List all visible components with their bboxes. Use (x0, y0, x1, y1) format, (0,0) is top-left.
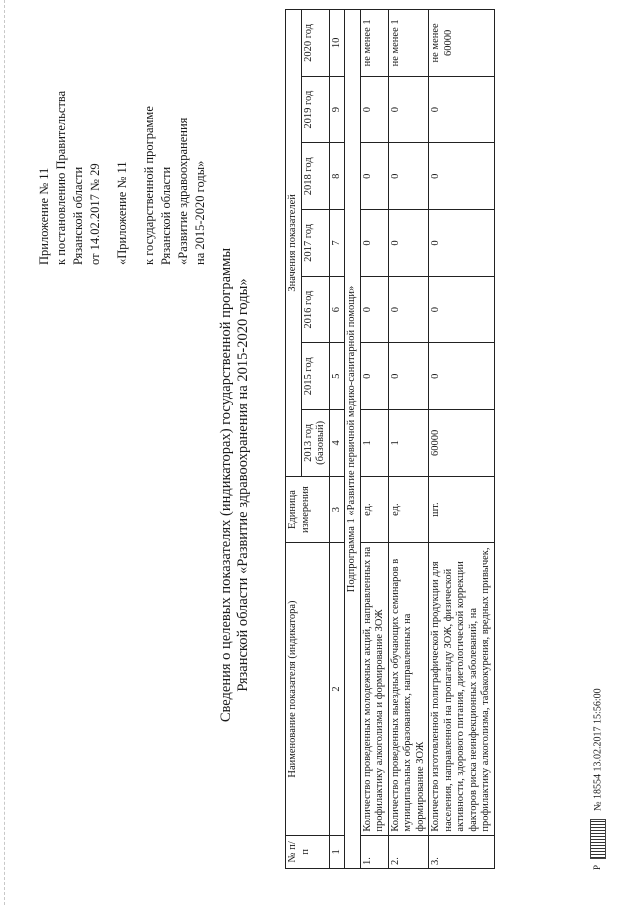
row-value: 60000 (429, 410, 495, 477)
appendix-program-line: Рязанской области (159, 166, 173, 265)
column-number-cell: 10 (329, 10, 345, 77)
row-value: 0 (360, 343, 388, 410)
header-cell-year: 2019 год (301, 76, 329, 143)
appendix-program-line: к государственной программе (142, 106, 156, 265)
appendix-program-title: «Приложение № 11 (115, 161, 129, 265)
row-name: Количество изготовленной полиграфической продукции для населения, направленной на пропаганду ЗОЖ, физической активности, здорового питания, диетологической коррекции факторов риска неинфекционных заболеваний, на профилактику алкоголизма, табакокурения, вредных привычек, (429, 543, 495, 835)
column-number-cell: 4 (329, 410, 345, 477)
document-title (218, 165, 252, 805)
title-line: Рязанской области «Развитие здравоохранения на 2015-2020 годы» (235, 278, 251, 692)
header-cell-values: Значения показателей (286, 10, 302, 477)
column-number-cell: 1 (329, 835, 345, 868)
table-row (429, 10, 495, 869)
document-footer (590, 470, 606, 870)
row-value: 1 (360, 410, 388, 477)
row-value: 1 (388, 410, 429, 477)
row-number: 2. (388, 835, 429, 868)
row-value: не менее 1 (388, 10, 429, 77)
row-value: 0 (360, 143, 388, 210)
row-unit: ед. (360, 476, 388, 543)
row-value: 0 (429, 143, 495, 210)
footer-registration: № 18554 13.02.2017 15:56:00 (592, 688, 604, 811)
header-cell-year: 2018 год (301, 143, 329, 210)
row-unit: шт. (429, 476, 495, 543)
row-name: Количество проведенных выездных обучающих семинаров в муниципальных образованиях, направленных на формирование ЗОЖ (388, 543, 429, 835)
appendix-line: Рязанской области (71, 166, 85, 265)
row-value: 0 (388, 76, 429, 143)
row-value: 0 (360, 76, 388, 143)
indicators-table (285, 9, 495, 869)
column-number-cell: 2 (329, 543, 345, 835)
column-number-cell: 5 (329, 343, 345, 410)
row-value: 0 (429, 210, 495, 277)
row-value: 0 (429, 343, 495, 410)
header-cell-unit: Единица измерения (286, 476, 330, 543)
header-cell-year: 2013 год (базовый) (301, 410, 329, 477)
column-number-cell: 6 (329, 276, 345, 343)
row-value: не менее 60000 (429, 10, 495, 77)
appendix-header (36, 25, 209, 265)
table-row (360, 10, 388, 869)
barcode-stamp-icon (590, 819, 606, 859)
header-cell-year: 2020 год (301, 10, 329, 77)
subprogram-row (345, 10, 361, 869)
row-value: 0 (429, 276, 495, 343)
scan-border-line (4, 0, 5, 905)
row-value: 0 (388, 343, 429, 410)
column-number-cell: 9 (329, 76, 345, 143)
row-unit: ед. (388, 476, 429, 543)
row-value: 0 (360, 276, 388, 343)
column-number-cell: 7 (329, 210, 345, 277)
column-number-cell: 8 (329, 143, 345, 210)
row-number: 1. (360, 835, 388, 868)
header-cell-name: Наименование показателя (индикатора) (286, 543, 330, 835)
header-cell-year: 2016 год (301, 276, 329, 343)
row-name: Количество проведенных молодежных акций, направленных на профилактику алкоголизма и формирование ЗОЖ (360, 543, 388, 835)
table-row (388, 10, 429, 869)
subprogram-title: Подпрограмма 1 «Развитие первичной медико-санитарной помощи» (345, 10, 361, 869)
table-header-row (286, 10, 302, 869)
appendix-title: Приложение № 11 (37, 167, 51, 265)
appendix-line: к постановлению Правительства (54, 90, 68, 265)
row-value: 0 (388, 276, 429, 343)
header-cell-year: 2017 год (301, 210, 329, 277)
appendix-program-line: на 2015-2020 годы» (193, 160, 207, 265)
row-number: 3. (429, 835, 495, 868)
row-value: 0 (429, 76, 495, 143)
header-cell-year: 2015 год (301, 343, 329, 410)
row-value: 0 (360, 210, 388, 277)
title-line: Сведения о целевых показателях (индикаторах) государственной программы (218, 247, 234, 723)
header-cell-number: № п/п (286, 835, 330, 868)
row-value: 0 (388, 210, 429, 277)
appendix-line: от 14.02.2017 № 29 (88, 163, 102, 265)
appendix-program-line: «Развитие здравоохранения (176, 117, 190, 265)
footer-mark: P (592, 864, 603, 870)
column-number-cell: 3 (329, 476, 345, 543)
column-number-row (329, 10, 345, 869)
row-value: не менее 1 (360, 10, 388, 77)
row-value: 0 (388, 143, 429, 210)
